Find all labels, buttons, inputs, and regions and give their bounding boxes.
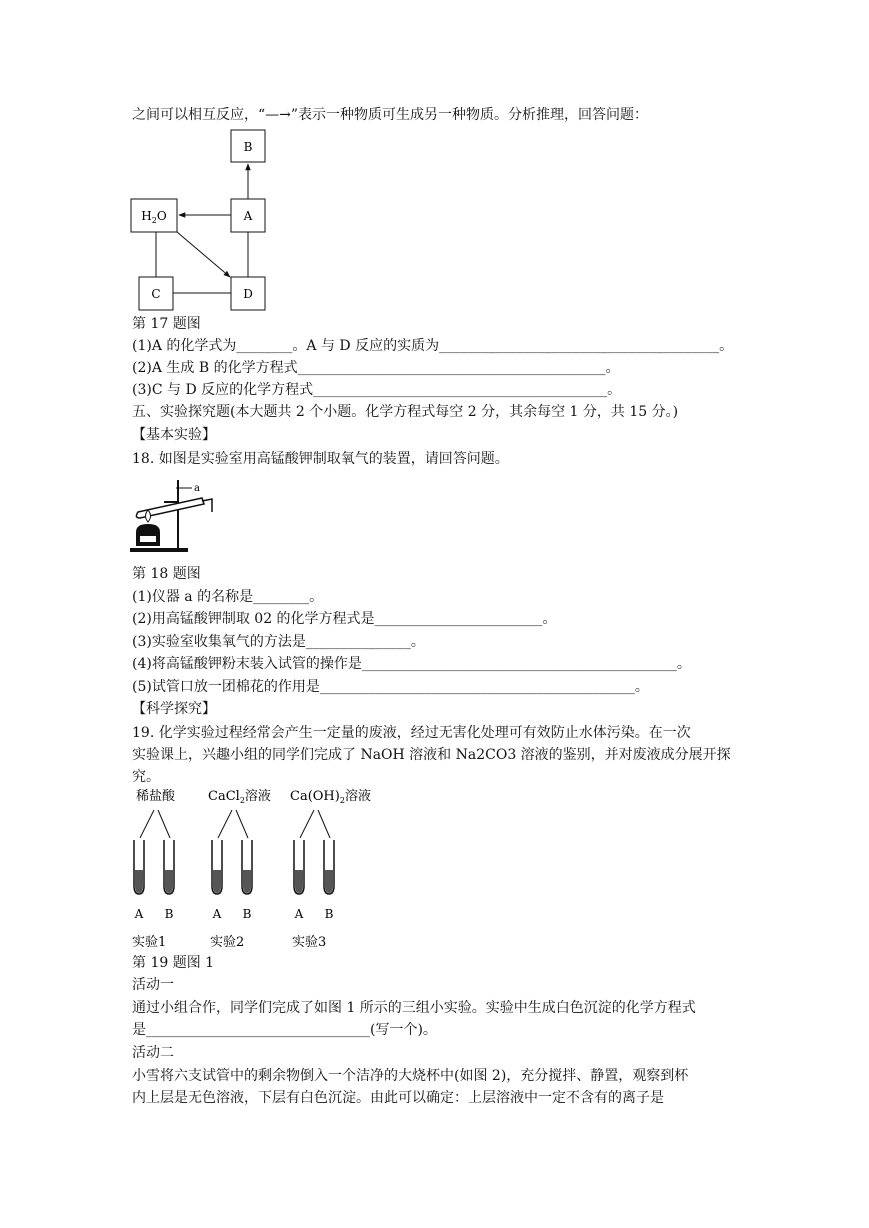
q17-part3: (3)C 与 D 反应的化学方程式__________________________________________。 [132, 382, 622, 398]
fig17-label-a: A [243, 209, 253, 223]
exp2-tube-a [212, 840, 222, 894]
exp3-pointer-b [318, 810, 330, 838]
q18-part3: (3)实验室收集氧气的方法是_______________。 [132, 634, 425, 650]
fig17-arrow-h2o-to-d [177, 232, 230, 277]
exp3-label: 实验3 [292, 935, 327, 950]
fig18-caption: 第 18 题图 [132, 566, 201, 582]
science-exploration-heading: 【科学探究】 [132, 701, 216, 717]
activity1-line2: 是________________________________(写一个)。 [132, 1022, 437, 1038]
exp3-tube-a [294, 840, 304, 894]
exp3-label-b: B [324, 907, 334, 921]
activity2-line2: 内上层是无色溶液，下层有白色沉淀。由此可以确定：上层溶液中一定不含有的离子是 [132, 1090, 664, 1106]
exp1-pointer-b [158, 810, 170, 838]
exp1-label-a: A [134, 907, 144, 921]
exp3-tube-b [324, 840, 334, 894]
exp1-pointer-a [140, 810, 154, 838]
intro-line: 之间可以相互反应，“—→”表示一种物质可生成另一种物质。分析推理，回答问题： [132, 107, 649, 123]
exp2-pointer-a [218, 810, 232, 838]
fig17-label-h2o: $H_2O$ [141, 209, 167, 225]
exp2-label-b: B [242, 907, 252, 921]
label-a: a [194, 483, 200, 494]
fig17-label-c: C [151, 287, 161, 301]
exp2-tube-b [242, 840, 252, 894]
fig17-label-d: D [243, 287, 253, 301]
reagent-label-caoh2: $Ca(OH)_2$溶液 [290, 789, 371, 805]
activity2-title: 活动二 [132, 1045, 174, 1061]
exp1-label-b: B [164, 907, 174, 921]
q18-part5: (5)试管口放一团棉花的作用是_____________________________________________。 [132, 679, 649, 695]
exp2-label: 实验2 [210, 935, 245, 950]
section5-heading: 五、实验探究题(本大题共 2 个小题。化学方程式每空 2 分，其余每空 1 分，共 15 分。) [132, 404, 679, 420]
q19-stem-line3: 究。 [132, 769, 160, 785]
reagent-label-hcl: 稀盐酸 [136, 789, 176, 804]
exp3-label-a: A [294, 907, 304, 921]
activity1-title: 活动一 [132, 977, 174, 993]
fig17-caption: 第 17 题图 [132, 316, 201, 332]
q17-part2: (2)A 生成 B 的化学方程式____________________________________________。 [132, 360, 620, 376]
exp2-label-a: A [212, 907, 222, 921]
fig17-diagram [125, 128, 285, 313]
q18-part2: (2)用高锰酸钾制取 02 的化学方程式是________________________。 [132, 611, 557, 627]
activity1-line1: 通过小组合作，同学们完成了如图 1 所示的三组小实验。实验中生成白色沉淀的化学方程式 [132, 1000, 696, 1016]
exp2-pointer-b [236, 810, 248, 838]
activity2-line1: 小雪将六支试管中的剩余物倒入一个洁净的大烧杯中(如图 2)，充分搅拌、静置，观察到杯 [132, 1068, 689, 1084]
q19-stem-line1: 19. 化学实验过程经常会产生一定量的废液，经过无害化处理可有效防止水体污染。在一次 [132, 725, 691, 741]
fig19-experiments [128, 786, 371, 956]
fig19-caption: 第 19 题图 1 [132, 955, 215, 971]
fig17-label-b: B [243, 140, 253, 154]
reagent-label-cacl2: CaCl$_2$溶液 [208, 789, 271, 805]
alcohol-lamp [136, 524, 160, 546]
delivery-tube [202, 499, 212, 512]
fig18-apparatus [128, 472, 218, 554]
exp1-tube-b [164, 840, 174, 894]
lamp-label [140, 536, 156, 542]
q18-stem: 18. 如图是实验室用高锰酸钾制取氧气的装置，请回答问题。 [132, 451, 509, 467]
q18-part4: (4)将高锰酸钾粉末装入试管的操作是_____________________________________________。 [132, 656, 691, 672]
q19-stem-line2: 实验课上，兴趣小组的同学们完成了 NaOH 溶液和 Na2CO3 溶液的鉴别，并对废液成分展开探 [132, 747, 731, 763]
q17-part1: (1)A 的化学式为________。A 与 D 反应的实质为________________________________________。 [132, 338, 734, 354]
lamp-flame [146, 510, 151, 522]
exp3-pointer-a [300, 810, 314, 838]
stand-base [130, 548, 188, 552]
basic-experiment-heading: 【基本实验】 [132, 427, 216, 443]
exp1-tube-a [134, 840, 144, 894]
q18-part1: (1)仪器 a 的名称是________。 [132, 589, 324, 605]
exp1-label: 实验1 [132, 935, 167, 950]
